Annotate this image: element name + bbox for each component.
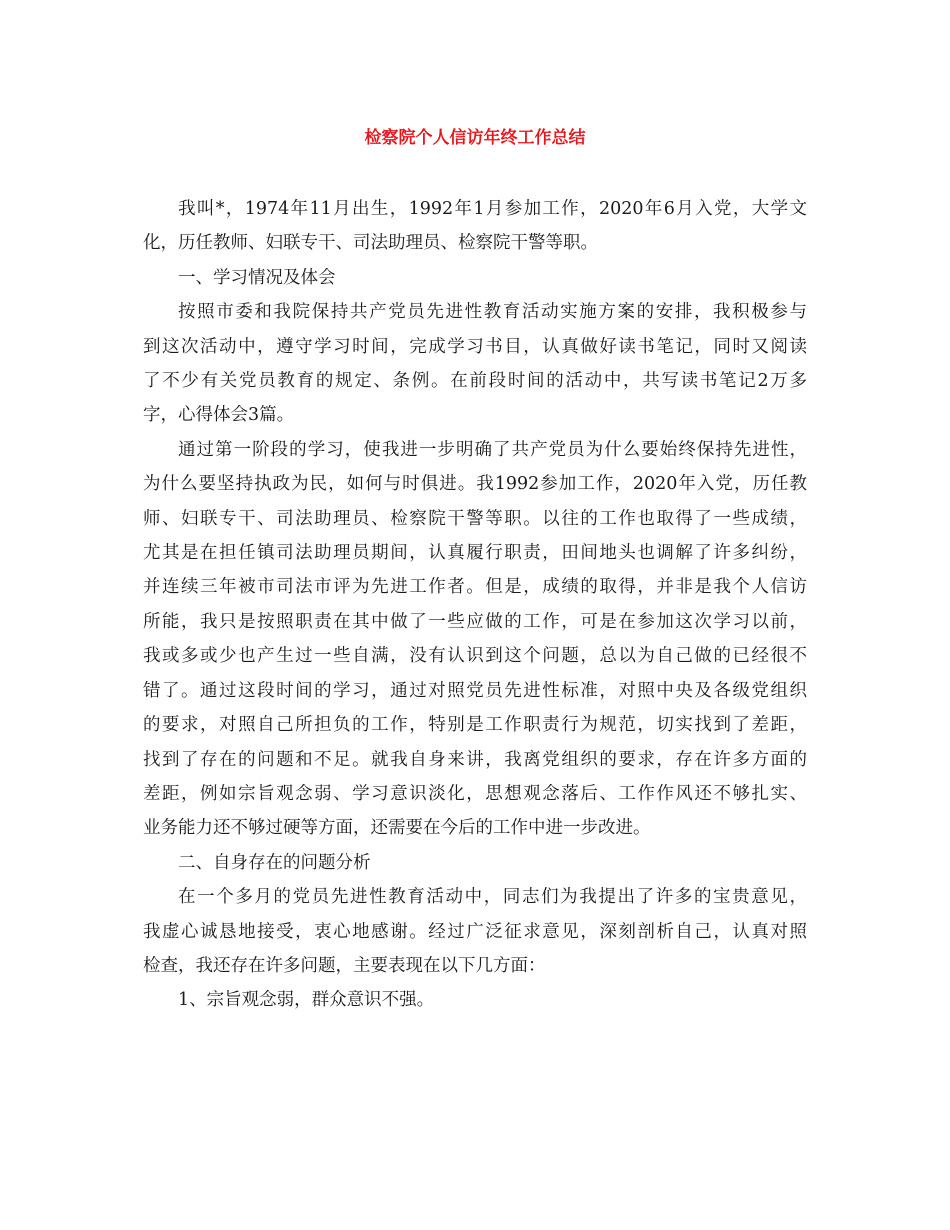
list-item (143, 983, 807, 1017)
text-line: 师、妇联专干、司法助理员、检察院干警等职。以往的工作也取得了一些成绩， (143, 508, 807, 529)
section-heading (143, 846, 807, 880)
text-line: 我叫*，1974年11月出生，1992年1月参加工作，2020年6月入党，大学文 (178, 199, 807, 219)
text-line: 化，历任教师、妇联专干、司法助理员、检察院干警等职。 (143, 233, 598, 254)
text-line: 并连续三年被市司法市评为先进工作者。但是，成绩的取得，并非是我个人信访 (143, 577, 807, 598)
text-line: 差距，例如宗旨观念弱、学习意识淡化，思想观念落后、工作作风还不够扎实、 (143, 783, 807, 804)
text-line: 错了。通过这段时间的学习，通过对照党员先进性标准，对照中央及各级党组织 (143, 680, 807, 701)
text-line: 二、自身存在的问题分析 (178, 852, 371, 873)
text-line: 在一个多月的党员先进性教育活动中，同志们为我提出了许多的宝贵意见， (178, 887, 807, 908)
section-heading (143, 261, 807, 295)
text-line: 到这次活动中，遵守学习时间，完成学习书目，认真做好读书笔记，同时又阅读 (143, 336, 807, 357)
text-line: 1、宗旨观念弱，群众意识不强。 (178, 990, 435, 1011)
text-line: 字，心得体会3篇。 (143, 405, 295, 426)
text-line: 通过第一阶段的学习，使我进一步明确了共产党员为什么要始终保持先进性， (178, 439, 807, 460)
text-line: 找到了存在的问题和不足。就我自身来讲，我离党组织的要求，存在许多方面的 (143, 749, 807, 770)
text-line: 按照市委和我院保持共产党员先进性教育活动实施方案的安排，我积极参与 (178, 302, 807, 323)
text-line: 一、学习情况及体会 (178, 267, 336, 288)
text-line: 了不少有关党员教育的规定、条例。在前段时间的活动中，共写读书笔记2万多 (143, 371, 807, 392)
paragraph-study-1 (143, 295, 807, 433)
text-line: 的要求，对照自己所担负的工作，特别是工作职责行为规范，切实找到了差距， (143, 715, 807, 736)
paragraph-intro (143, 192, 807, 261)
text-line: 所能，我只是按照职责在其中做了一些应做的工作，可是在参加这次学习以前， (143, 611, 807, 632)
text-line: 业务能力还不够过硬等方面，还需要在今后的工作中进一步改进。 (143, 818, 651, 839)
paragraph-problems (143, 880, 807, 983)
text-line: 为什么要坚持执政为民，如何与时俱进。我1992参加工作，2020年入党，历任教 (143, 474, 807, 495)
document-title: 检察院个人信访年终工作总结 (364, 128, 586, 148)
text-line: 我虚心诚恳地接受，衷心地感谢。经过广泛征求意见，深刻剖析自己，认真对照 (143, 921, 807, 942)
text-line: 我或多或少也产生过一些自满，没有认识到这个问题，总以为自己做的已经很不 (143, 646, 807, 667)
text-line: 尤其是在担任镇司法助理员期间，认真履行职责，田间地头也调解了许多纠纷， (143, 543, 807, 564)
text-line: 检查，我还存在许多问题，主要表现在以下几方面： (143, 955, 546, 976)
document-body (143, 192, 807, 1018)
paragraph-study-2 (143, 433, 807, 846)
